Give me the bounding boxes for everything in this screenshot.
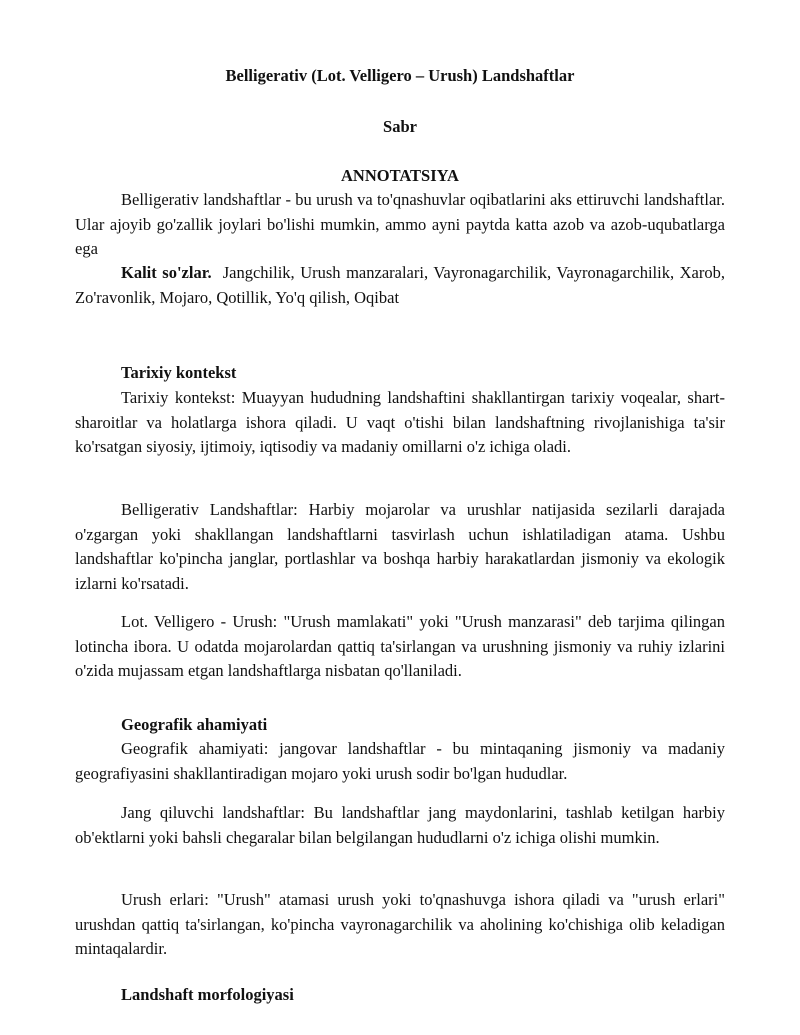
section-heading-historical-context: Tarixiy kontekst xyxy=(121,363,237,382)
document-author: Sabr xyxy=(383,117,417,136)
annotation-text: Belligerativ landshaftlar - bu urush va to'qnashuvlar oqibatlarini aks ettiruvchi landshaftlar. Ular ajoyib go'zallik joylari bo'lishi mumkin, ammo ayni paytda katta azob va azob-uqubatlarga ega xyxy=(75,190,725,258)
section-heading-geographic-importance: Geografik ahamiyati xyxy=(121,715,268,734)
keywords-text: Jangchilik, Urush manzaralari, Vayronagarchilik, Vayronagarchilik, Xarob, Zo'ravonlik, Mojaro, Qotillik, Yo'q qilish, Oqibat xyxy=(75,263,725,307)
paragraph-combat-landscapes: Jang qiluvchi landshaftlar: Bu landshaftlar jang maydonlarini, tashlab ketilgan harbiy ob'ektlarni yoki bahsli chegaralar bilan belgilangan hududlarni o'z ichiga olishi mumkin. xyxy=(75,803,725,847)
keywords-paragraph xyxy=(75,261,725,310)
paragraph-war-lands: Urush erlari: "Urush" atamasi urush yoki to'qnashuvga ishora qiladi va "urush erlari" urushdan qattiq ta'sirlangan, ko'pincha vayronagarchilik va aholining ko'chishiga olib keladigan mintaqalardir. xyxy=(75,890,725,958)
paragraph-belligerative-landscapes: Belligerativ Landshaftlar: Harbiy mojarolar va urushlar natijasida sezilarli darajada o'zgargan yoki shakllangan landshaftlarni tasvirlash uchun ishlatiladigan atama. Ushbu landshaftlar ko'pincha janglar, portlashlar va boshqa harbiy harakatlardan jismoniy va ekologik izlarni ko'rsatadi. xyxy=(75,500,725,593)
section-heading-landscape-morphology: Landshaft morfologiyasi xyxy=(121,985,294,1004)
paragraph-historical-context: Tarixiy kontekst: Muayyan hududning landshaftini shakllantirgan tarixiy voqealar, shart-sharoitlar va holatlarga ishora qiladi. U vaqt o'tishi bilan landshaftning rivojlanishiga ta'sir ko'rsatgan siyosiy, ijtimoiy, iqtisodiy va madaniy omillarni o'z ichiga oladi. xyxy=(75,388,725,456)
paragraph-geographic-importance: Geografik ahamiyati: jangovar landshaftlar - bu mintaqaning jismoniy va madaniy geografiyasini shakllantiradigan mojaro yoki urush sodir bo'lgan hududlar. xyxy=(75,739,725,783)
keywords-label: Kalit so'zlar. xyxy=(121,263,212,282)
annotation-heading: ANNOTATSIYA xyxy=(341,166,459,185)
document-title: Belligerativ (Lot. Velligero – Urush) Landshaftlar xyxy=(225,66,575,85)
paragraph-lot-velligero: Lot. Velligero - Urush: "Urush mamlakati" yoki "Urush manzarasi" deb tarjima qilingan lotincha ibora. U odatda mojarolardan qattiq ta'sirlangan va urushning jismoniy va ruhiy izlarini o'zida mujassam etgan landshaftlarga nisbatan qo'llaniladi. xyxy=(75,612,725,680)
